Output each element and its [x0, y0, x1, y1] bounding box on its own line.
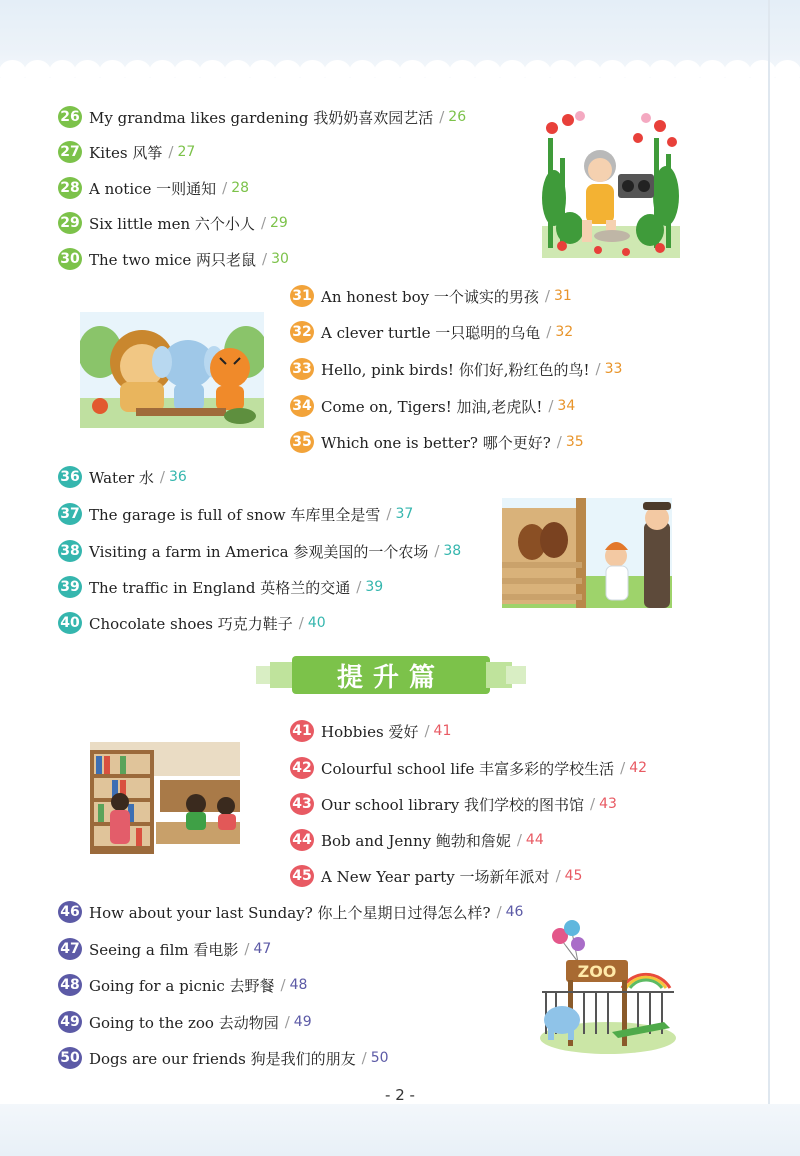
entry-separator: /	[168, 143, 174, 161]
entry-page: 42	[629, 760, 648, 776]
entry-number-badge: 40	[58, 612, 82, 634]
entry-number-badge: 33	[290, 358, 314, 380]
toc-entry[interactable]	[58, 503, 413, 525]
entry-number-badge: 47	[58, 938, 82, 960]
entry-page: 27	[177, 144, 196, 160]
toc-entry[interactable]	[290, 865, 582, 887]
entry-title: Six little men 六个小人	[89, 214, 255, 233]
entry-title: Going to the zoo 去动物园	[89, 1013, 279, 1032]
entry-title: A New Year party 一场新年派对	[321, 867, 550, 886]
entry-title: Visiting a farm in America 参观美国的一个农场	[89, 542, 429, 561]
entry-title: Going for a picnic 去野餐	[89, 976, 275, 995]
entry-page: 34	[557, 398, 576, 414]
entry-title: Water 水	[89, 468, 154, 487]
entry-separator: /	[244, 940, 250, 958]
entry-number-badge: 32	[290, 321, 314, 343]
entry-title: A clever turtle 一只聪明的乌龟	[321, 323, 541, 342]
entry-separator: /	[516, 831, 522, 849]
section-banner	[256, 652, 526, 698]
entry-number-badge: 34	[290, 395, 314, 417]
entry-separator: /	[546, 323, 552, 341]
entry-page: 50	[370, 1050, 389, 1066]
entry-separator: /	[260, 214, 266, 232]
toc-entry[interactable]	[290, 757, 647, 779]
toc-entry[interactable]	[58, 248, 289, 270]
entry-separator: /	[361, 1049, 367, 1067]
entry-number-badge: 50	[58, 1047, 82, 1069]
entry-separator: /	[556, 433, 562, 451]
entry-page: 26	[448, 109, 467, 125]
entry-page: 48	[289, 977, 308, 993]
entry-page: 41	[433, 723, 452, 739]
entry-page: 45	[564, 868, 583, 884]
entry-number-badge: 37	[58, 503, 82, 525]
entry-number-badge: 49	[58, 1011, 82, 1033]
entry-separator: /	[386, 505, 392, 523]
entry-page: 39	[365, 579, 384, 595]
toc-entry[interactable]	[58, 141, 195, 163]
toc-entry[interactable]	[58, 1011, 312, 1033]
entry-page: 44	[525, 832, 544, 848]
toc-entry[interactable]	[290, 285, 572, 307]
entry-title: Which one is better? 哪个更好?	[321, 433, 551, 452]
entry-title: My grandma likes gardening 我奶奶喜欢园艺活	[89, 108, 434, 127]
entry-number-badge: 29	[58, 212, 82, 234]
toc-entry[interactable]	[290, 720, 451, 742]
entry-separator: /	[222, 179, 228, 197]
entry-number-badge: 27	[58, 141, 82, 163]
entry-title: Seeing a film 看电影	[89, 940, 239, 959]
entry-separator: /	[620, 759, 626, 777]
farm-horses-illustration	[502, 498, 672, 608]
entry-number-badge: 31	[290, 285, 314, 307]
entry-page: 33	[604, 361, 623, 377]
entry-title: Our school library 我们学校的图书馆	[321, 795, 585, 814]
entry-number-badge: 39	[58, 576, 82, 598]
top-scallop-edge	[0, 60, 800, 84]
entry-title: An honest boy 一个诚实的男孩	[321, 287, 539, 306]
entry-number-badge: 42	[290, 757, 314, 779]
entry-page: 38	[443, 543, 462, 559]
toc-entry[interactable]	[290, 793, 617, 815]
toc-entry[interactable]	[58, 938, 271, 960]
entry-page: 31	[553, 288, 572, 304]
entry-page: 43	[599, 796, 617, 812]
entry-title: How about your last Sunday? 你上个星期日过得怎么样?	[89, 903, 491, 922]
entry-number-badge: 45	[290, 865, 314, 887]
entry-number-badge: 48	[58, 974, 82, 996]
toc-entry[interactable]	[58, 901, 523, 923]
entry-number-badge: 30	[58, 248, 82, 270]
entry-separator: /	[548, 397, 554, 415]
entry-separator: /	[595, 360, 601, 378]
entry-number-badge: 46	[58, 901, 82, 923]
entry-number-badge: 26	[58, 106, 82, 128]
grandma-garden-illustration	[542, 108, 680, 258]
entry-separator: /	[159, 468, 165, 486]
entry-title: Kites 风筝	[89, 143, 163, 162]
bottom-decor-band	[0, 1104, 800, 1156]
toc-entry[interactable]	[290, 358, 622, 380]
banner-title: 提升篇	[336, 662, 445, 693]
toc-entry[interactable]	[58, 466, 187, 488]
entry-number-badge: 28	[58, 177, 82, 199]
entry-number-badge: 35	[290, 431, 314, 453]
entry-page: 30	[271, 251, 289, 267]
entry-title: Dogs are our friends 狗是我们的朋友	[89, 1049, 356, 1068]
entry-page: 47	[253, 941, 272, 957]
zoo-sign-text: ZOO	[577, 962, 617, 981]
entry-number-badge: 38	[58, 540, 82, 562]
entry-page: 32	[555, 324, 574, 340]
entry-separator: /	[555, 867, 561, 885]
entry-page: 28	[231, 180, 250, 196]
toc-entry[interactable]	[290, 395, 575, 417]
animals-table-illustration	[80, 312, 264, 428]
library-illustration	[90, 742, 240, 854]
entry-title: Colourful school life 丰富多彩的学校生活	[321, 759, 615, 778]
entry-page: 49	[293, 1014, 312, 1030]
entry-separator: /	[544, 287, 550, 305]
entry-page: 36	[168, 469, 187, 485]
entry-number-badge: 43	[290, 793, 314, 815]
entry-separator: /	[424, 722, 430, 740]
entry-title: Chocolate shoes 巧克力鞋子	[89, 614, 293, 633]
entry-separator: /	[434, 542, 440, 560]
toc-entry[interactable]	[58, 1047, 389, 1069]
entry-separator: /	[356, 578, 362, 596]
entry-number-badge: 44	[290, 829, 314, 851]
entry-number-badge: 41	[290, 720, 314, 742]
entry-page: 40	[307, 615, 326, 631]
entry-separator: /	[262, 250, 268, 268]
toc-entry[interactable]	[58, 177, 249, 199]
toc-entry[interactable]	[290, 829, 544, 851]
toc-entry[interactable]	[58, 612, 326, 634]
entry-separator: /	[590, 795, 596, 813]
margin-rule	[768, 0, 770, 1156]
entry-title: Bob and Jenny 鲍勃和詹妮	[321, 831, 511, 850]
entry-title: The two mice 两只老鼠	[89, 250, 257, 269]
zoo-illustration	[538, 918, 678, 1056]
entry-page: 29	[270, 215, 288, 231]
toc-entry[interactable]	[58, 212, 288, 234]
toc-entry[interactable]	[290, 321, 573, 343]
entry-separator: /	[284, 1013, 290, 1031]
toc-entry[interactable]	[290, 431, 584, 453]
entry-title: Hello, pink birds! 你们好,粉红色的鸟!	[321, 360, 590, 379]
entry-separator: /	[496, 903, 502, 921]
entry-separator: /	[298, 614, 304, 632]
entry-title: The traffic in England 英格兰的交通	[89, 578, 351, 597]
toc-entry[interactable]	[58, 106, 466, 128]
toc-entry[interactable]	[58, 974, 307, 996]
toc-entry[interactable]	[58, 540, 461, 562]
entry-title: Come on, Tigers! 加油,老虎队!	[321, 397, 543, 416]
page-number: - 2 -	[385, 1086, 415, 1104]
entry-separator: /	[280, 976, 286, 994]
entry-page: 37	[395, 506, 414, 522]
entry-number-badge: 36	[58, 466, 82, 488]
toc-entry[interactable]	[58, 576, 383, 598]
entry-page: 46	[505, 904, 524, 920]
entry-title: The garage is full of snow 车库里全是雪	[89, 505, 381, 524]
entry-page: 35	[565, 434, 584, 450]
entry-title: Hobbies 爱好	[321, 722, 419, 741]
entry-separator: /	[439, 108, 445, 126]
entry-title: A notice 一则通知	[89, 179, 217, 198]
